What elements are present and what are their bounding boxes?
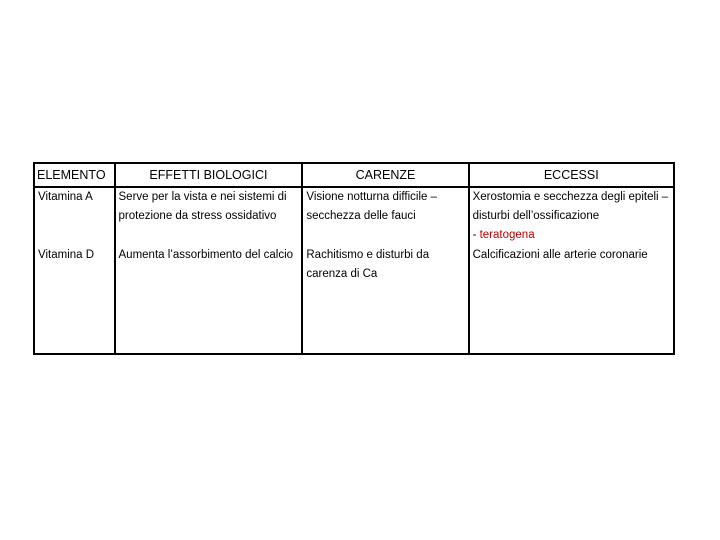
cell-effetti: Serve per la vista e nei sistemi di protezione da stress ossidativo bbox=[115, 187, 303, 246]
header-eccessi: ECCESSI bbox=[469, 163, 674, 187]
cell-elemento: Vitamina A bbox=[34, 187, 115, 246]
vitamins-table bbox=[33, 162, 675, 355]
cell-carenze: Rachitismo e disturbi da carenza di Ca bbox=[302, 246, 468, 354]
eccessi-dash: - bbox=[472, 229, 480, 241]
cell-eccessi bbox=[469, 187, 674, 246]
eccessi-text: Xerostomia e secchezza degli epiteli – disturbi dell’ossificazione bbox=[472, 191, 669, 222]
cell-carenze: Visione notturna difficile – secchezza delle fauci bbox=[302, 187, 468, 246]
cell-effetti: Aumenta l’assorbimento del calcio bbox=[115, 246, 303, 354]
cell-eccessi: Calcificazioni alle arterie coronarie bbox=[469, 246, 674, 354]
cell-elemento: Vitamina D bbox=[34, 246, 115, 354]
eccessi-highlight: teratogena bbox=[479, 229, 535, 241]
table-row-vitamina-a bbox=[34, 187, 674, 246]
header-row bbox=[34, 163, 674, 187]
header-carenze: CARENZE bbox=[302, 163, 468, 187]
table-row-vitamina-d bbox=[34, 246, 674, 354]
header-elemento: ELEMENTO bbox=[34, 163, 115, 187]
header-effetti-biologici: EFFETTI BIOLOGICI bbox=[115, 163, 303, 187]
